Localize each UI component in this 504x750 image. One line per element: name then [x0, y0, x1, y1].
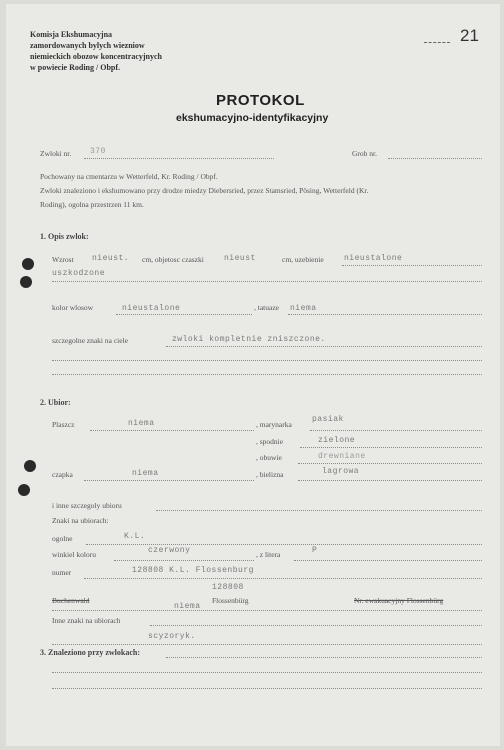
- org-line-2: zamordowanych bylych wiezniow: [30, 41, 145, 50]
- czaszka-value: nieust: [224, 254, 256, 263]
- numer-label: numer: [52, 568, 72, 577]
- wzrost-label: Wzrost: [52, 255, 74, 264]
- section-3-line-2: [52, 672, 482, 673]
- winkiel-line: [114, 560, 254, 561]
- org-line-1: Komisja Ekshumacyjna: [30, 30, 113, 39]
- uzebienie-line: [342, 265, 482, 266]
- opis-line-3: [52, 374, 482, 375]
- ubior-heading: 2. Ubior:: [40, 398, 71, 407]
- ubior-line-2: [52, 644, 482, 645]
- page-title: PROTOKOL: [216, 92, 305, 109]
- niema-value: niema: [174, 602, 201, 611]
- inne-szczegoly-label: i inne szczegoly ubioru: [52, 501, 122, 510]
- kolor-value: nieustalone: [122, 304, 181, 313]
- page-subtitle: ekshumacyjno-identyfikacyjny: [176, 112, 329, 124]
- flossenburg-label: Flossenbürg: [212, 596, 249, 605]
- inne-znaki-line: [150, 625, 482, 626]
- inne-znaki-label: Inne znaki na ubiorach: [52, 616, 121, 625]
- litera-value: P: [312, 546, 318, 555]
- section-3-line: [166, 657, 482, 658]
- plaszcz-label: Plaszcz: [52, 420, 75, 429]
- znaki-ciele-label: szczegolne znaki na ciele: [52, 336, 128, 345]
- bielizna-line: [298, 480, 482, 481]
- znaki-ciele-value: zwloki kompletnie zniszczone.: [172, 335, 326, 344]
- opis-heading: 1. Opis zwlok:: [40, 232, 89, 241]
- zwloki-line: [84, 158, 274, 159]
- litera-line: [294, 560, 482, 561]
- wzrost-value: nieust.: [92, 254, 130, 263]
- czapka-label: czapka: [52, 470, 73, 479]
- ogolne-value: K.L.: [124, 532, 146, 541]
- kolor-label: kolor wlosow: [52, 303, 94, 312]
- opis-line-2: [52, 360, 482, 361]
- punch-hole: [22, 258, 34, 270]
- plaszcz-value: niema: [128, 419, 155, 428]
- spodnie-label: , spodnie: [256, 437, 284, 446]
- punch-hole: [24, 460, 36, 472]
- znaki-ubiorach-label: Znaki na ubiorach:: [52, 516, 109, 525]
- buchenwald-label: Buchenwald: [52, 596, 90, 605]
- marynarka-label: , marynarka: [256, 420, 292, 429]
- org-line-3: niemieckich obozow koncentracyjnych: [30, 52, 162, 61]
- uzebienie-value-2: uszkodzone: [52, 269, 106, 278]
- marynarka-value: pasiak: [312, 415, 344, 424]
- czapka-line: [84, 480, 254, 481]
- znaki-ciele-line: [166, 346, 482, 347]
- uzebienie-value: nieustalone: [344, 254, 403, 263]
- header-dash: [424, 42, 450, 43]
- kolor-line: [116, 314, 252, 315]
- zwloki-value: 370: [90, 147, 106, 156]
- marynarka-line: [310, 430, 482, 431]
- ewakuacyjny-label: Nr. ewakuacyjny Flossenbürg: [354, 596, 444, 605]
- winkiel-label: winkiel koloru: [52, 550, 96, 559]
- pochowany-text: Pochowany na cmentarzu w Wetterfeld, Kr. Roding / Obpf.: [40, 172, 218, 181]
- tatuaze-label: , tatuaze: [254, 303, 279, 312]
- obuwie-label: , obuwie: [256, 453, 282, 462]
- spodnie-line: [300, 447, 482, 448]
- inne-szczegoly-line: [156, 510, 482, 511]
- obuwie-line: [298, 463, 482, 464]
- punch-hole: [18, 484, 30, 496]
- uzebienie-label: cm, uzebienie: [282, 255, 324, 264]
- tatuaze-line: [288, 314, 482, 315]
- punch-hole: [20, 276, 32, 288]
- numer-line: [84, 578, 482, 579]
- winkiel-value: czerwony: [148, 546, 191, 555]
- section-3-heading: 3. Znaleziono przy zwlokach:: [40, 648, 140, 657]
- grob-label: Grob nr.: [352, 149, 377, 158]
- numer-value-2: 128808: [212, 583, 244, 592]
- tatuaze-value: niema: [290, 304, 317, 313]
- plaszcz-line: [90, 430, 254, 431]
- bielizna-value: lagrowa: [322, 467, 360, 476]
- ubior-line-1: [52, 610, 482, 611]
- czapka-value: niema: [132, 469, 159, 478]
- czaszka-label: cm, objetosc czaszki: [142, 255, 204, 264]
- org-line-4: w powiecie Roding / Obpf.: [30, 63, 121, 72]
- bielizna-label: , bielizna: [256, 470, 284, 479]
- znaleziono-text-1: Zwloki znaleziono i ekshumowano przy drodze miedzy Diebersried, przez Stamsried, Pösing, Wetterfeld (Kr.: [40, 186, 369, 195]
- grob-line: [388, 158, 482, 159]
- ogolne-line: [86, 544, 482, 545]
- numer-value: 128808 K.L. Flossenburg: [132, 566, 254, 575]
- litera-label: , z litera: [256, 550, 281, 559]
- page-number: 21: [460, 26, 479, 45]
- obuwie-value: drewniane: [318, 452, 366, 461]
- ogolne-label: ogolne: [52, 534, 73, 543]
- spodnie-value: zielone: [318, 436, 356, 445]
- document-page: [6, 4, 500, 746]
- opis-line-1: [52, 281, 482, 282]
- znaleziono-text-2: Roding), ogolna przestrzen 11 km.: [40, 200, 144, 209]
- section-3-line-3: [52, 688, 482, 689]
- zwloki-label: Zwloki nr.: [40, 149, 72, 158]
- inne-znaki-value: scyzoryk.: [148, 632, 196, 641]
